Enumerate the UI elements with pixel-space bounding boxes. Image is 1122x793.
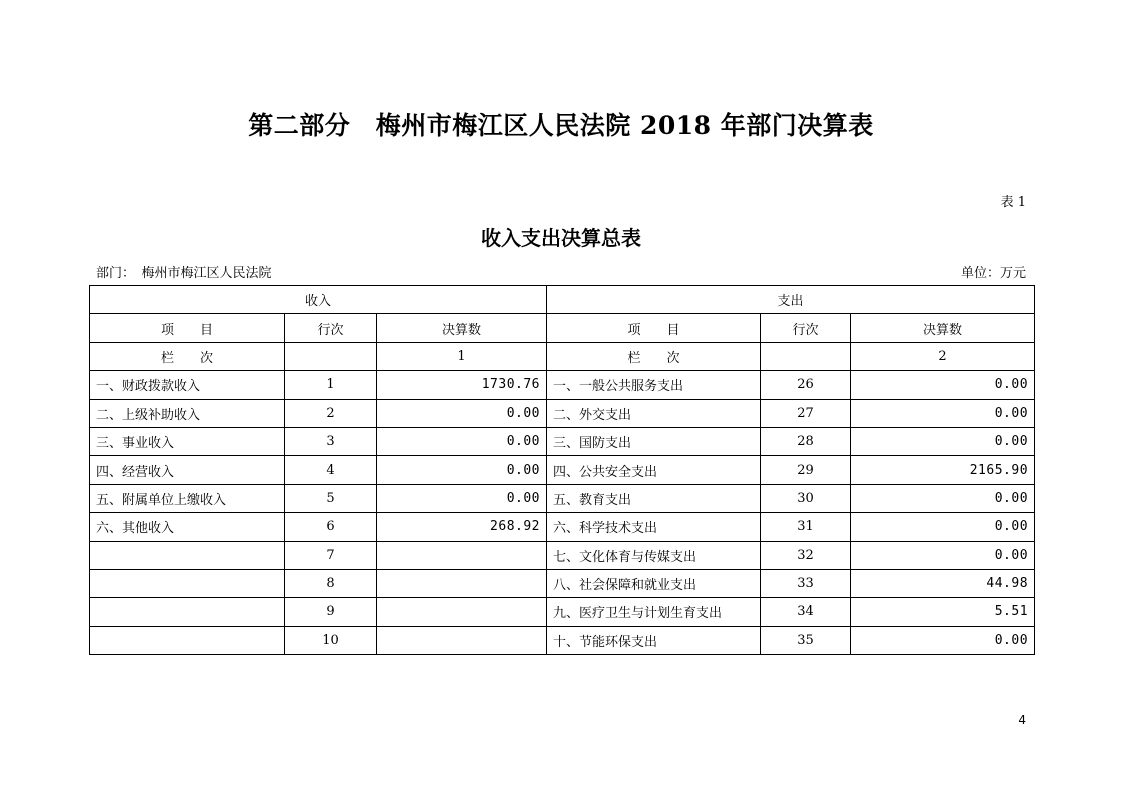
table-row (90, 569, 1035, 597)
income-row-cell: 2 (285, 399, 377, 427)
income-amount-cell (377, 569, 547, 597)
table-row (90, 541, 1035, 569)
income-row-cell: 7 (285, 541, 377, 569)
expense-amount-cell: 0.00 (851, 399, 1035, 427)
expense-seq-label: 栏 次 (547, 342, 761, 370)
expense-item-cell: 十、节能环保支出 (547, 626, 761, 654)
expense-amount-cell: 0.00 (851, 626, 1035, 654)
expense-amount-cell: 0.00 (851, 484, 1035, 512)
expense-row-cell: 27 (761, 399, 851, 427)
table-row (90, 427, 1035, 455)
expense-row-cell: 35 (761, 626, 851, 654)
expense-row-header: 行次 (761, 314, 851, 342)
table-row (90, 371, 1035, 399)
income-seq-label: 栏 次 (90, 342, 285, 370)
income-item-cell: 六、其他收入 (90, 513, 285, 541)
income-row-header: 行次 (285, 314, 377, 342)
column-header-row (90, 314, 1035, 342)
table-row (90, 456, 1035, 484)
expense-row-cell: 32 (761, 541, 851, 569)
income-amount-header: 决算数 (377, 314, 547, 342)
income-amount-cell: 0.00 (377, 484, 547, 512)
income-amount-cell: 268.92 (377, 513, 547, 541)
income-seq-number: 1 (377, 342, 547, 370)
expense-row-cell: 26 (761, 371, 851, 399)
column-seq-row (90, 342, 1035, 370)
expense-row-cell: 28 (761, 427, 851, 455)
expense-seq-number: 2 (851, 342, 1035, 370)
expense-item-cell: 三、国防支出 (547, 427, 761, 455)
expense-row-cell: 29 (761, 456, 851, 484)
expense-item-cell: 一、一般公共服务支出 (547, 371, 761, 399)
table-number: 表 1 (1000, 195, 1026, 210)
page-title: 第二部分 梅州市梅江区人民法院 2018 年部门决算表 (248, 111, 874, 140)
income-amount-cell (377, 598, 547, 626)
expense-amount-cell: 5.51 (851, 598, 1035, 626)
income-amount-cell: 0.00 (377, 456, 547, 484)
income-row-cell: 8 (285, 569, 377, 597)
income-item-header: 项 目 (90, 314, 285, 342)
expense-item-cell: 四、公共安全支出 (547, 456, 761, 484)
expense-row-cell: 31 (761, 513, 851, 541)
expense-amount-cell: 0.00 (851, 541, 1035, 569)
expense-item-cell: 六、科学技术支出 (547, 513, 761, 541)
income-item-cell: 五、附属单位上缴收入 (90, 484, 285, 512)
income-amount-cell: 0.00 (377, 399, 547, 427)
income-item-cell: 一、财政拨款收入 (90, 371, 285, 399)
table-row (90, 399, 1035, 427)
income-seq-empty (285, 342, 377, 370)
income-item-cell: 四、经营收入 (90, 456, 285, 484)
expense-row-cell: 30 (761, 484, 851, 512)
income-amount-cell: 1730.76 (377, 371, 547, 399)
table-row (90, 598, 1035, 626)
expense-item-cell: 九、医疗卫生与计划生育支出 (547, 598, 761, 626)
expense-amount-cell: 0.00 (851, 371, 1035, 399)
income-item-cell: 二、上级补助收入 (90, 399, 285, 427)
expense-item-cell: 五、教育支出 (547, 484, 761, 512)
income-item-cell (90, 569, 285, 597)
expense-row-cell: 33 (761, 569, 851, 597)
income-item-cell (90, 598, 285, 626)
income-item-cell (90, 626, 285, 654)
expense-amount-header: 决算数 (851, 314, 1035, 342)
income-item-cell: 三、事业收入 (90, 427, 285, 455)
income-group-header: 收入 (90, 286, 547, 314)
department-label: 部门： 梅州市梅江区人民法院 (96, 266, 272, 281)
income-row-cell: 3 (285, 427, 377, 455)
expense-seq-empty (761, 342, 851, 370)
table-row (90, 626, 1035, 654)
table-row (90, 513, 1035, 541)
expense-amount-cell: 0.00 (851, 513, 1035, 541)
expense-amount-cell: 44.98 (851, 569, 1035, 597)
income-item-cell (90, 541, 285, 569)
expense-amount-cell: 2165.90 (851, 456, 1035, 484)
expense-group-header: 支出 (547, 286, 1035, 314)
page-number: 4 (1018, 713, 1026, 727)
income-row-cell: 4 (285, 456, 377, 484)
income-amount-cell (377, 626, 547, 654)
income-amount-cell: 0.00 (377, 427, 547, 455)
income-amount-cell (377, 541, 547, 569)
expense-amount-cell: 0.00 (851, 427, 1035, 455)
income-row-cell: 9 (285, 598, 377, 626)
income-row-cell: 10 (285, 626, 377, 654)
expense-row-cell: 34 (761, 598, 851, 626)
table-row (90, 484, 1035, 512)
expense-item-cell: 二、外交支出 (547, 399, 761, 427)
expense-item-cell: 八、社会保障和就业支出 (547, 569, 761, 597)
expense-item-cell: 七、文化体育与传媒支出 (547, 541, 761, 569)
group-header-row (90, 286, 1035, 314)
income-expense-summary-table (89, 285, 1035, 655)
expense-item-header: 项 目 (547, 314, 761, 342)
unit-label: 单位：万元 (960, 266, 1026, 281)
income-row-cell: 6 (285, 513, 377, 541)
table-title: 收入支出决算总表 (481, 226, 641, 250)
income-row-cell: 5 (285, 484, 377, 512)
income-row-cell: 1 (285, 371, 377, 399)
